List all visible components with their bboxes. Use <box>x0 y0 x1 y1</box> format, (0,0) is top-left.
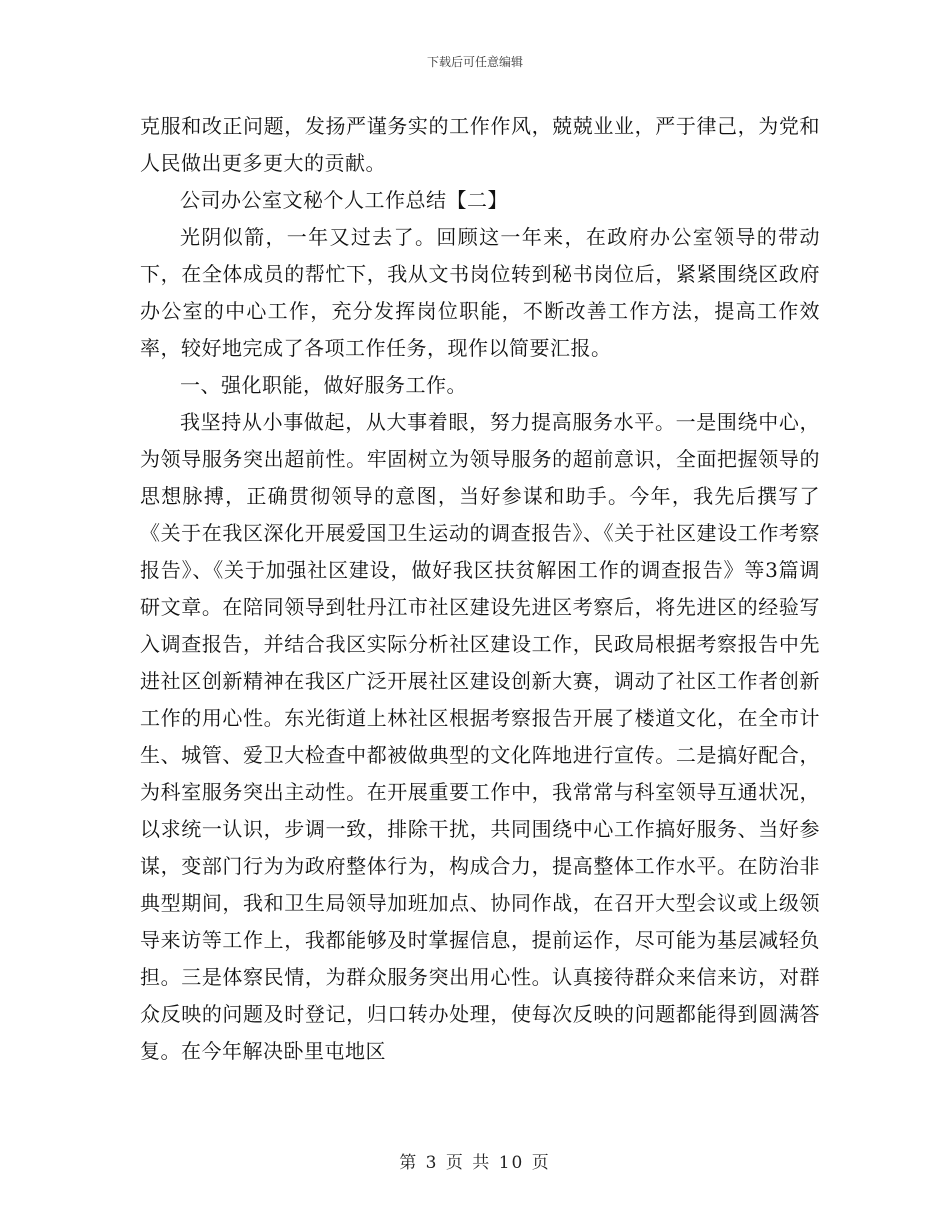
page-header-note: 下载后可任意编辑 <box>426 55 523 69</box>
paragraph-intro: 光阴似箭，一年又过去了。回顾这一年来，在政府办公室领导的带动下，在全体成员的帮忙下，我从文书岗位转到秘书岗位后，紧紧围绕区政府办公室的中心工作，充分发挥岗位职能，不断改善工作方法，提高工作效率，较好地完成了各项工作任务，现作以简要汇报。 <box>140 225 820 360</box>
paragraph-closing: 克服和改正问题，发扬严谨务实的工作作风，兢兢业业，严于律己，为党和人民做出更多更大的贡献。 <box>140 114 820 175</box>
document-body <box>140 108 820 1070</box>
page-number: 第 3 页 共 10 页 <box>399 1153 551 1173</box>
paragraph-body: 我坚持从小事做起，从大事着眼，努力提高服务水平。一是围绕中心，为领导服务突出超前性。牢固树立为领导服务的超前意识，全面把握领导的思想脉搏，正确贯彻领导的意图，当好参谋和助手。今年，我先后撰写了《关于在我区深化开展爱国卫生运动的调查报告》、《关于社区建设工作考察报告》、《关于加强社区建设，做好我区扶贫解困工作的调查报告》等3篇调研文章。在陪同领导到牡丹江市社区建设先进区考察后，将先进区的经验写入调查报告，并结合我区实际分析社区建设工作，民政局根据考察报告中先进社区创新精神在我区广泛开展社区建设创新大赛，调动了社区工作者创新工作的用心性。东光街道上林社区根据考察报告开展了楼道文化，在全市计生、城管、爱卫大检查中都被做典型的文化阵地进行宣传。二是搞好配合，为科室服务突出主动性。在开展重要工作中，我常常与科室领导互通状况，以求统一认识，步调一致，排除干扰，共同围绕中心工作搞好服务、当好参谋，变部门行为为政府整体行为，构成合力，提高整体工作水平。在防治非典型期间，我和卫生局领导加班加点、协同作战，在召开大型会议或上级领导来访等工作上，我都能够及时掌握信息，提前运作，尽可能为基层减轻负担。三是体察民情，为群众服务突出用心性。认真接待群众来信来访，对群众反映的问题及时登记，归口转办处理，使每次反映的问题都能得到圆满答复。在今年解决卧里屯地区 <box>140 410 820 1063</box>
section-title: 公司办公室文秘个人工作总结【二】 <box>180 188 508 212</box>
section-heading-1: 一、强化职能，做好服务工作。 <box>180 373 467 397</box>
